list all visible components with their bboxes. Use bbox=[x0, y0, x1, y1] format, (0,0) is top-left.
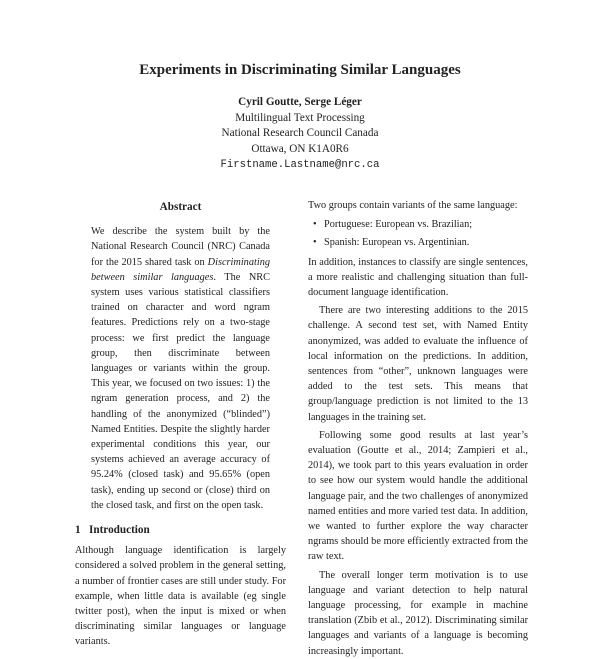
introduction-paragraph: Although language identification is largely considered a solved problem in the general setting, a number of frontier cases are still under study. For example, when little data is available (eg single twitter post), when the input is mixed or when discriminating similar languages or language variants. bbox=[75, 545, 286, 648]
author-names: Cyril Goutte, Serge Léger bbox=[238, 96, 362, 108]
paper-title: Experiments in Discriminating Similar Languages bbox=[139, 62, 461, 78]
paragraph-single-sentences: In addition, instances to classify are single sentences, a more realistic and challenging situation than full-document language identification. bbox=[308, 256, 528, 299]
bullet-icon: • bbox=[313, 237, 317, 249]
list-item bbox=[313, 235, 528, 250]
left-column bbox=[75, 200, 286, 650]
author-affiliation-2: National Research Council Canada bbox=[221, 127, 379, 140]
abstract-heading: Abstract bbox=[159, 201, 202, 213]
author-address: Ottawa, ON K1A0R6 bbox=[251, 143, 349, 156]
author-affiliation-1: Multilingual Text Processing bbox=[235, 111, 365, 124]
author-email: Firstname.Lastname@nrc.ca bbox=[220, 158, 380, 171]
list-item-text: Portuguese: European vs. Brazilian; bbox=[324, 219, 473, 231]
paragraph-motivation: The overall longer term motivation is to use language and variant detection to help natural language processing, for example in machine translation (Zbib et al., 2012). Discriminating similar languages and variants of a language is becoming increasingly important. bbox=[308, 569, 528, 657]
bullet-icon: • bbox=[313, 219, 317, 231]
paragraph-2015-additions: There are two interesting additions to the 2015 challenge. A second test set, with Named Entity anonymized, was added to evaluate the influence of local information on the predictions. In addition, sentences from “other”, unknown languages were added to the test sets. This means that group/language prediction is not limited to the 13 languages in the training set. bbox=[308, 305, 528, 423]
section-title: Introduction bbox=[89, 524, 150, 537]
language-group-list bbox=[308, 217, 528, 250]
abstract-text-part-2: . The NRC system uses various statistical classifiers trained on character and word ngram features. Predictions rely on a two-stage process: we first predict the language group, then discriminate between languages or variants within the group. This year, we focused on two issues: 1) the ngram generation process, and 2) the handling of the anonymized (“blinded”) Named Entities. Despite the slightly harder experimental conditions this year, our systems achieved an average accuracy of 95.24% (closed task) and 95.65% (open task), ending up second or (close) third on the closed task, and first on the open task. bbox=[91, 271, 270, 511]
author-block bbox=[0, 95, 600, 174]
paragraph-previous-results: Following some good results at last year’s evaluation (Goutte et al., 2014; Zampieri et al., 2014), we took part to this years evaluation in order to see how our system would handle the additional language pair, and the two challenges of anonymized named entities and more varied test data. In addition, we wanted to further explore the way character ngrams should be more efficiently extracted from the raw text. bbox=[308, 429, 528, 563]
section-heading-introduction bbox=[75, 523, 286, 538]
abstract-text-part-1: We describe the system built by the National Research Council (NRC) Canada for the 2015 shared task on bbox=[91, 226, 270, 268]
right-column bbox=[308, 198, 528, 659]
section-number: 1 bbox=[75, 524, 81, 537]
abstract-text bbox=[91, 224, 270, 513]
list-item bbox=[313, 217, 528, 232]
list-item-text: Spanish: European vs. Argentinian. bbox=[324, 237, 470, 249]
abstract-task-name: Discriminating between similar languages bbox=[91, 256, 270, 283]
groups-intro-paragraph: Two groups contain variants of the same language: bbox=[308, 200, 518, 211]
